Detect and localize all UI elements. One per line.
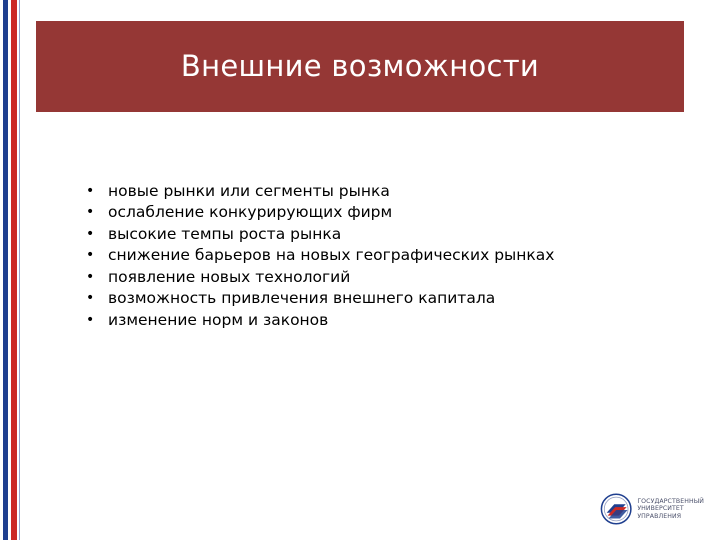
list-item xyxy=(86,266,554,288)
bullet-text: ослабление конкурирующих фирм xyxy=(108,203,393,222)
list-item xyxy=(86,288,554,310)
slide-title: Внешние возможности xyxy=(180,48,540,83)
left-decor-stripe-red xyxy=(11,0,17,540)
bullet-list xyxy=(86,180,554,331)
bullet-dot: • xyxy=(86,290,95,307)
bullet-text: появление новых технологий xyxy=(108,267,351,286)
bullet-text: изменение норм и законов xyxy=(108,310,329,329)
logo-line: УНИВЕРСИТЕТ xyxy=(637,505,684,513)
university-logo xyxy=(600,491,704,527)
list-item xyxy=(86,202,554,224)
bullet-text: снижение барьеров на новых географических рынках xyxy=(108,246,555,265)
university-emblem-icon xyxy=(600,492,632,526)
left-decor-thin-line xyxy=(19,0,20,540)
bullet-dot: • xyxy=(86,268,95,285)
list-item xyxy=(86,180,554,202)
list-item xyxy=(86,245,554,267)
bullet-dot: • xyxy=(86,204,95,221)
bullet-text: новые рынки или сегменты рынка xyxy=(108,181,390,200)
logo-text xyxy=(637,498,704,521)
logo-line: ГОСУДАРСТВЕННЫЙ xyxy=(637,497,704,505)
logo-line: УПРАВЛЕНИЯ xyxy=(637,512,682,520)
bullet-dot: • xyxy=(86,182,95,199)
bullet-dot: • xyxy=(86,311,95,328)
bullet-dot: • xyxy=(86,225,95,242)
bullet-text: возможность привлечения внешнего капитала xyxy=(108,289,496,308)
bullet-text: высокие темпы роста рынка xyxy=(108,224,342,243)
title-banner xyxy=(36,21,684,112)
list-item xyxy=(86,309,554,331)
bullet-dot: • xyxy=(86,247,95,264)
list-item xyxy=(86,223,554,245)
